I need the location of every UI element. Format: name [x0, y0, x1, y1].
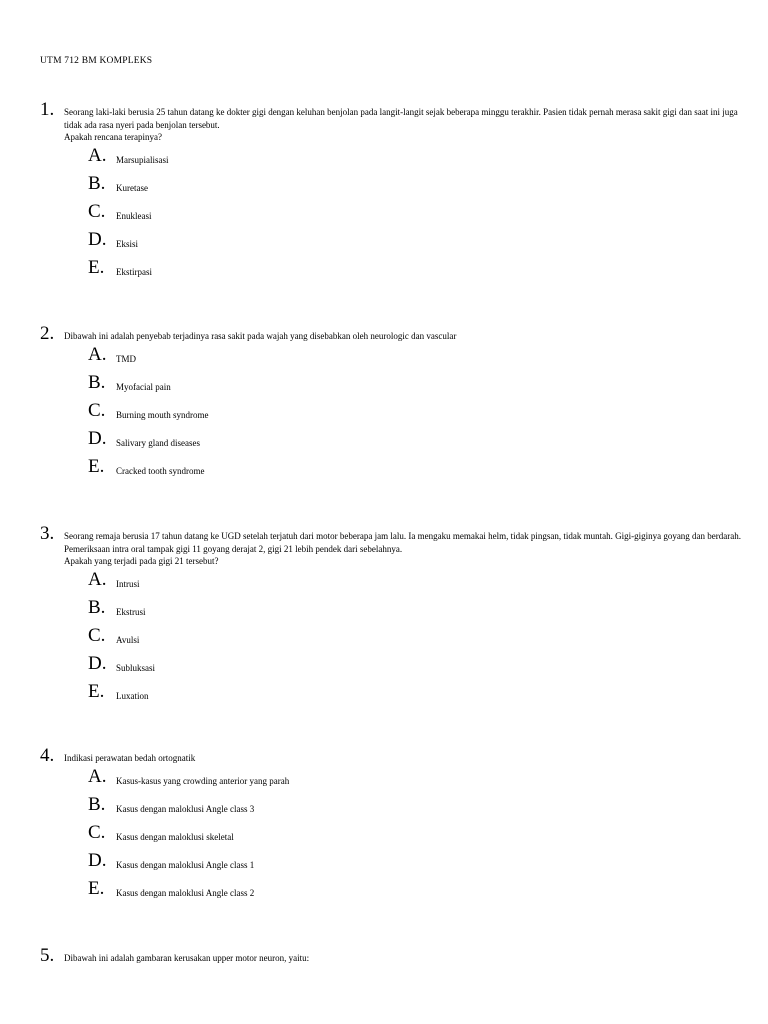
option-letter: C.: [88, 399, 106, 421]
question-number: 3.: [40, 523, 55, 544]
option-d[interactable]: [88, 229, 754, 262]
question-text: Seorang remaja berusia 17 tahun datang ke UGD setelah terjatuh dari motor beberapa jam lalu. Ia mengaku memakai helm, tidak pingsan, tidak muntah. Gigi-giginya goyang dan berdarah. Pemeriksaan intra oral tampak gigi 11 goyang derajat 2, gigi 21 lebih pendek dari sebelahnya.: [64, 531, 742, 554]
option-text: Avulsi: [116, 634, 140, 645]
question-number: 1.: [40, 99, 55, 120]
question-prompt: Apakah rencana terapinya?: [64, 132, 162, 142]
question-text: Dibawah ini adalah gambaran kerusakan upper motor neuron, yaitu:: [64, 953, 310, 963]
option-letter: C.: [88, 200, 106, 222]
question-3: [40, 523, 754, 714]
question-5: [40, 945, 754, 966]
option-letter: B.: [88, 371, 106, 393]
option-letter: D.: [88, 428, 107, 450]
options-list: [40, 568, 754, 715]
page-header: UTM 712 BM KOMPLEKS: [40, 56, 153, 66]
option-text: Luxation: [116, 691, 149, 702]
option-b[interactable]: [88, 172, 754, 206]
option-text: Kasus dengan maloklusi Angle class 1: [116, 860, 255, 871]
option-c[interactable]: [88, 200, 754, 234]
option-text: Salivary gland diseases: [116, 438, 200, 449]
question-stem: [40, 523, 754, 568]
option-letter: B.: [88, 596, 106, 618]
option-text: Kasus dengan maloklusi Angle class 2: [116, 888, 255, 899]
option-text: Intrusi: [116, 578, 140, 589]
option-letter: E.: [88, 681, 105, 703]
question-1: [40, 99, 754, 290]
option-d[interactable]: [88, 428, 754, 461]
question-text: Dibawah ini adalah penyebab terjadinya rasa sakit pada wajah yang disebabkan oleh neurologic dan vascular: [64, 331, 457, 341]
option-letter: B.: [88, 172, 106, 194]
option-letter: E.: [88, 257, 105, 279]
option-text: Burning mouth syndrome: [116, 409, 209, 420]
question-stem: [40, 945, 754, 966]
option-letter: A.: [88, 765, 107, 787]
option-letter: E.: [88, 456, 105, 478]
option-letter: A.: [88, 343, 107, 365]
option-letter: A.: [88, 568, 107, 590]
option-text: Marsupialisasi: [116, 154, 169, 165]
option-letter: D.: [88, 850, 107, 872]
option-text: Ekstrusi: [116, 606, 146, 617]
question-2: [40, 323, 754, 489]
question-stem: [40, 99, 754, 144]
option-text: TMD: [116, 353, 136, 364]
option-text: Eksisi: [116, 239, 139, 250]
option-letter: D.: [88, 229, 107, 251]
option-c[interactable]: [88, 821, 754, 855]
option-a[interactable]: [88, 343, 754, 377]
option-letter: E.: [88, 878, 105, 900]
option-a[interactable]: [88, 144, 754, 178]
option-c[interactable]: [88, 399, 754, 433]
question-stem: [40, 323, 754, 344]
option-b[interactable]: [88, 371, 754, 405]
question-text: Indikasi perawatan bedah ortognatik: [64, 753, 196, 763]
option-text: Ekstirpasi: [116, 267, 152, 278]
question-stem: [40, 745, 754, 766]
option-text: Cracked tooth syndrome: [116, 466, 205, 477]
options-list: [40, 765, 754, 912]
option-a[interactable]: [88, 765, 754, 799]
option-b[interactable]: [88, 596, 754, 630]
question-4: [40, 745, 754, 911]
option-text: Myofacial pain: [116, 381, 171, 392]
option-text: Kuretase: [116, 182, 148, 193]
option-e[interactable]: [88, 878, 754, 911]
option-letter: C.: [88, 624, 106, 646]
option-e[interactable]: [88, 681, 754, 714]
option-letter: C.: [88, 821, 106, 843]
option-b[interactable]: [88, 793, 754, 827]
question-prompt: Apakah yang terjadi pada gigi 21 tersebut?: [64, 556, 219, 566]
option-c[interactable]: [88, 624, 754, 658]
options-list: [40, 343, 754, 490]
option-text: Enukleasi: [116, 210, 152, 221]
option-e[interactable]: [88, 257, 754, 290]
option-d[interactable]: [88, 850, 754, 883]
option-letter: B.: [88, 793, 106, 815]
option-text: Kasus-kasus yang crowding anterior yang parah: [116, 775, 290, 786]
option-text: Kasus dengan maloklusi skeletal: [116, 831, 234, 842]
option-e[interactable]: [88, 456, 754, 489]
option-text: Kasus dengan maloklusi Angle class 3: [116, 803, 255, 814]
question-number: 2.: [40, 323, 55, 344]
option-d[interactable]: [88, 653, 754, 686]
question-text: Seorang laki-laki berusia 25 tahun datang ke dokter gigi dengan keluhan benjolan pada langit-langit sejak beberapa minggu terakhir. Pasien tidak pernah merasa sakit gigi dan saat ini juga tidak ada rasa nyeri pada benjolan tersebut.: [64, 107, 738, 130]
option-a[interactable]: [88, 568, 754, 602]
option-letter: D.: [88, 653, 107, 675]
options-list: [40, 144, 754, 291]
question-number: 5.: [40, 945, 55, 966]
option-text: Subluksasi: [116, 663, 156, 674]
question-number: 4.: [40, 745, 55, 766]
option-letter: A.: [88, 144, 107, 166]
